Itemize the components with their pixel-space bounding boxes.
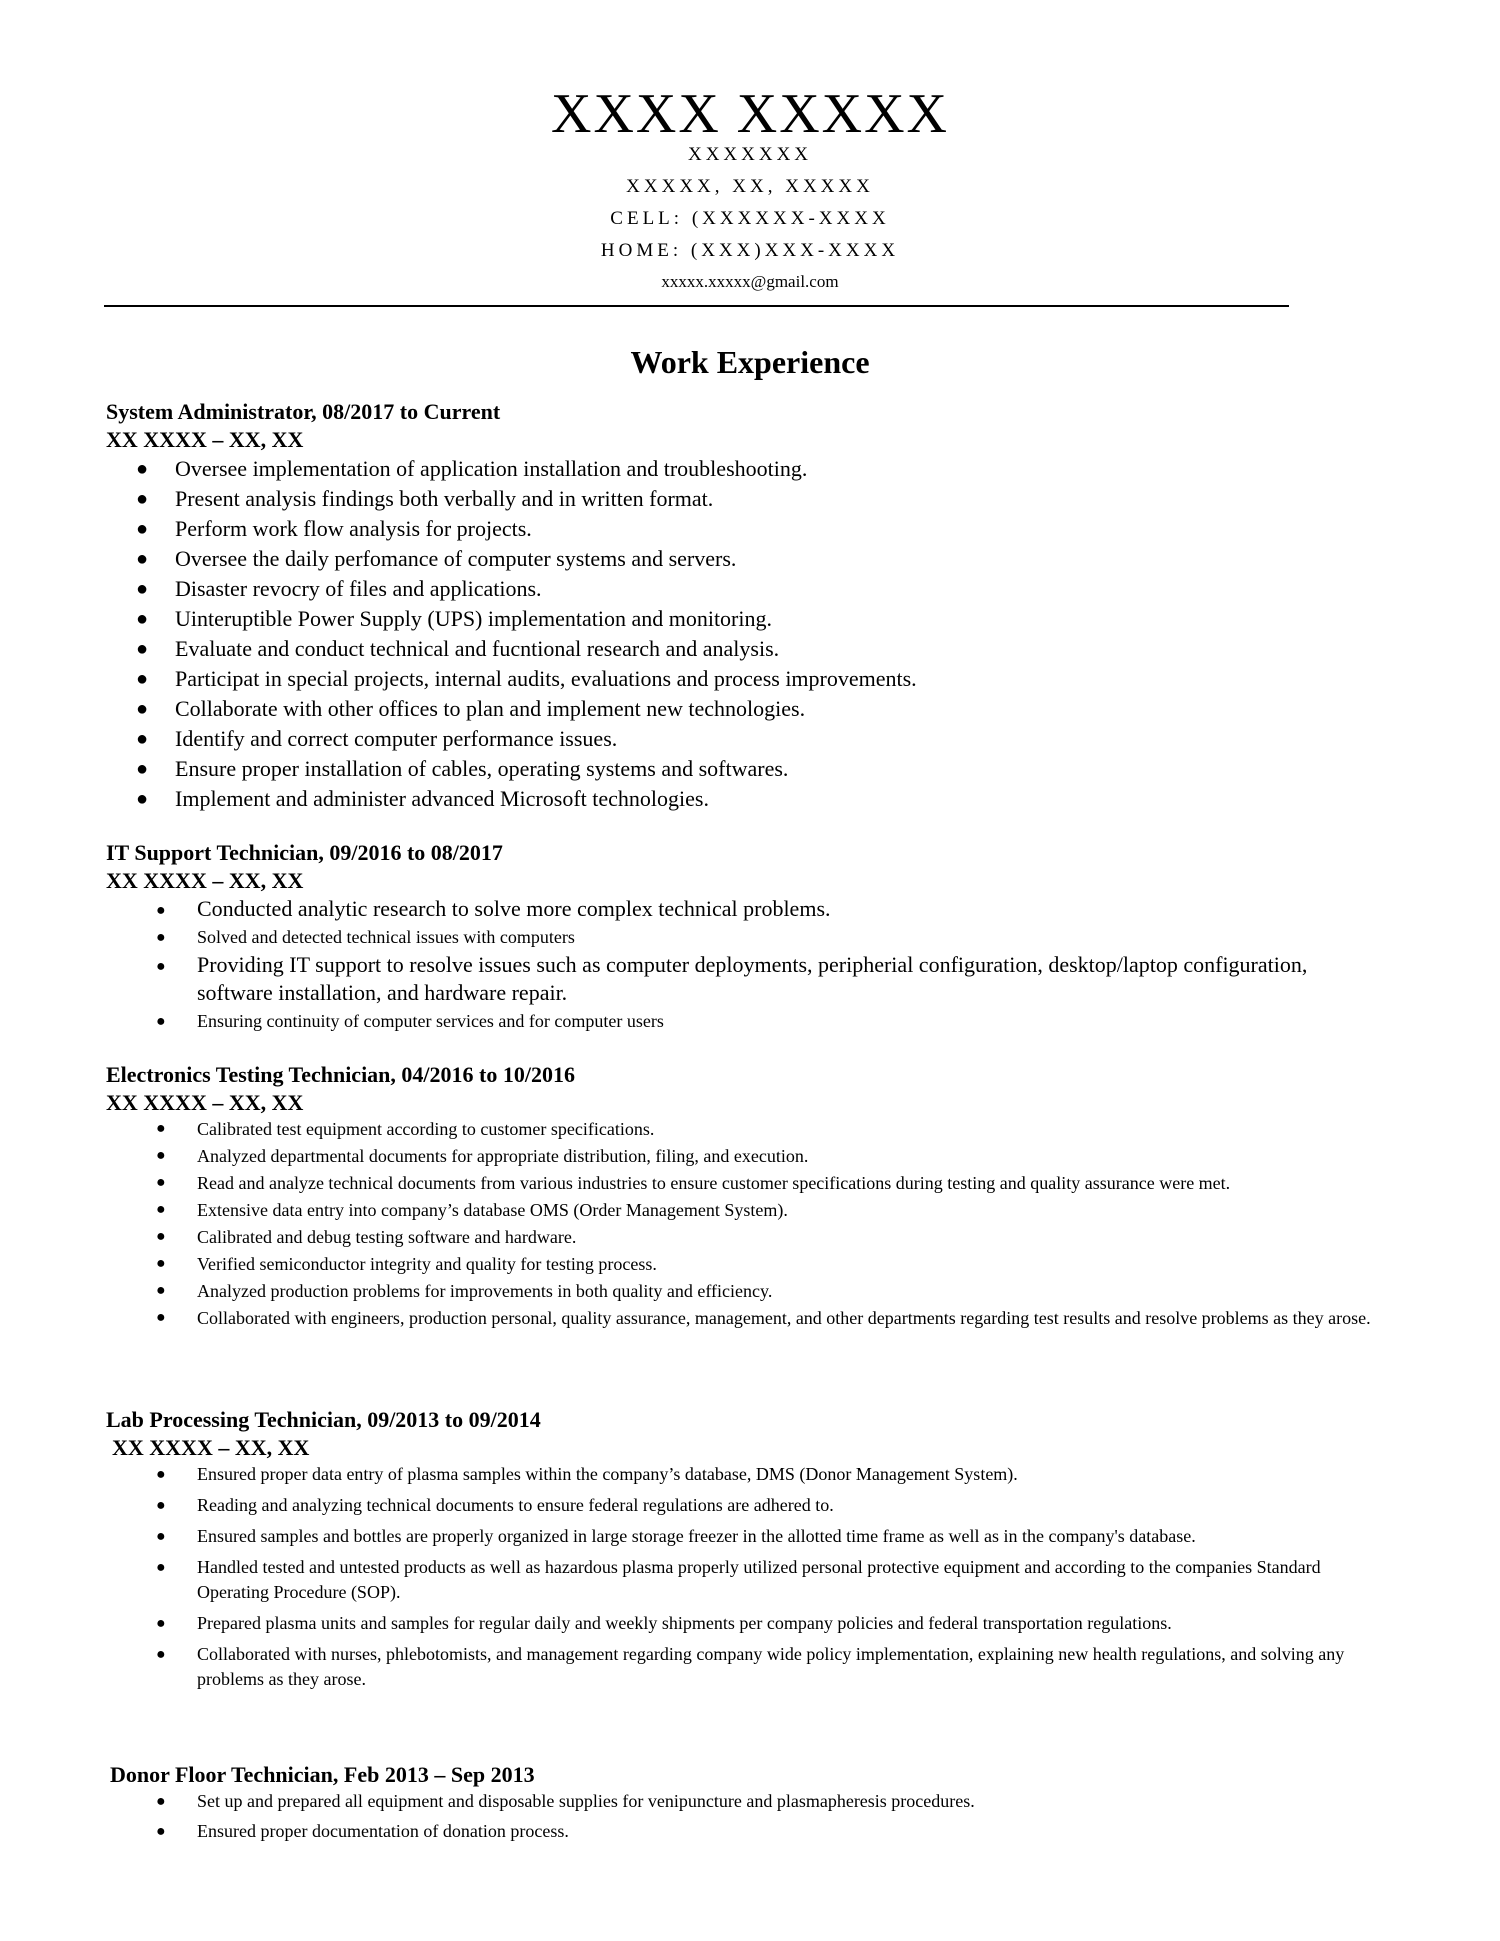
job-lab-processing-technician [106, 1406, 1376, 1698]
bullet-text: Participat in special projects, internal audits, evaluations and process improvements. [175, 666, 917, 691]
list-item [106, 1306, 1376, 1330]
bullet-icon: ● [156, 1120, 166, 1137]
list-item [106, 1252, 1376, 1276]
bullet-text: Verified semiconductor integrity and quality for testing process. [197, 1254, 657, 1274]
bullet-text: Implement and administer advanced Microsoft technologies. [175, 786, 709, 811]
bullet-text: Ensuring continuity of computer services and for computer users [197, 1011, 664, 1031]
job-title: System Administrator, 08/2017 to Current [106, 399, 501, 424]
list-item [106, 484, 1376, 514]
job-electronics-testing-technician [106, 1061, 1376, 1333]
bullet-icon: ● [156, 1559, 166, 1576]
bullet-text: Analyzed production problems for improvements in both quality and efficiency. [197, 1281, 773, 1301]
bullet-text: Set up and prepared all equipment and disposable supplies for venipuncture and plasmapheresis procedures. [197, 1791, 975, 1811]
list-item [106, 1493, 1376, 1518]
bullet-text: Ensure proper installation of cables, operating systems and softwares. [175, 756, 789, 781]
job-title: Donor Floor Technician, Feb 2013 – Sep 2013 [110, 1762, 535, 1787]
bullet-icon: ● [136, 788, 149, 810]
list-item [106, 574, 1376, 604]
bullet-text: Oversee implementation of application installation and troubleshooting. [175, 456, 808, 481]
bullet-text: Ensured samples and bottles are properly organized in large storage freezer in the allotted time frame as well as in the company's database. [197, 1526, 1196, 1546]
bullet-icon: ● [156, 902, 166, 919]
bullet-text: Oversee the daily perfomance of computer systems and servers. [175, 546, 737, 571]
list-item [106, 1008, 1376, 1034]
job-bullets [106, 1117, 1376, 1330]
bullet-text: Solved and detected technical issues with computers [197, 927, 575, 947]
bullet-text: Reading and analyzing technical documents to ensure federal regulations are adhered to. [197, 1495, 834, 1515]
bullet-icon: ● [136, 548, 149, 570]
list-item [106, 544, 1376, 574]
job-title: Electronics Testing Technician, 04/2016 to 10/2016 [106, 1062, 575, 1087]
bullet-text: Collaborate with other offices to plan and implement new technologies. [175, 696, 806, 721]
job-title: Lab Processing Technician, 09/2013 to 09/2014 [106, 1407, 541, 1432]
bullet-text: Providing IT support to resolve issues such as computer deployments, peripherial configuration, desktop/laptop configuration, software installation, and hardware repair. [197, 952, 1308, 1005]
job-donor-floor-technician [106, 1761, 1376, 1849]
bullet-text: Read and analyze technical documents from various industries to ensure customer specifications during testing and quality assurance were met. [197, 1173, 1231, 1193]
bullet-text: Handled tested and untested products as well as hazardous plasma properly utilized personal protective equipment and according to the companies Standard Operating Procedure (SOP). [197, 1557, 1321, 1602]
list-item [106, 1611, 1376, 1636]
list-item [106, 694, 1376, 724]
bullet-icon: ● [156, 1228, 166, 1245]
job-it-support-technician [106, 839, 1376, 1035]
list-item [106, 1462, 1376, 1487]
cell-phone: CELL: (XXXXXX-XXXX [610, 208, 890, 229]
job-bullets [106, 454, 1376, 814]
job-bullets [106, 1462, 1376, 1692]
bullet-icon: ● [156, 1528, 166, 1545]
bullet-icon: ● [136, 638, 149, 660]
job-bullets [106, 895, 1376, 1034]
bullet-icon: ● [136, 728, 149, 750]
bullet-text: Uinteruptible Power Supply (UPS) implementation and monitoring. [175, 606, 772, 631]
bullet-text: Ensured proper data entry of plasma samples within the company’s database, DMS (Donor Management System). [197, 1464, 1018, 1484]
address-line-1: XXXXXXX [687, 144, 813, 165]
list-item [106, 1524, 1376, 1549]
job-title: IT Support Technician, 09/2016 to 08/2017 [106, 840, 503, 865]
list-item [106, 951, 1376, 1007]
bullet-icon: ● [156, 1282, 166, 1299]
list-item [106, 664, 1376, 694]
bullet-icon: ● [136, 758, 149, 780]
list-item [106, 724, 1376, 754]
job-bullets [106, 1789, 1376, 1844]
bullet-icon: ● [156, 1013, 166, 1030]
bullet-text: Conducted analytic research to solve more complex technical problems. [197, 896, 831, 921]
email-address: xxxxx.xxxxx@gmail.com [661, 272, 839, 291]
header-divider [104, 305, 1289, 307]
bullet-icon: ● [136, 698, 149, 720]
home-phone: HOME: (XXX)XXX-XXXX [600, 240, 900, 261]
bullet-text: Disaster revocry of files and applications. [175, 576, 542, 601]
bullet-icon: ● [156, 1615, 166, 1632]
bullet-icon: ● [136, 668, 149, 690]
list-item [106, 1642, 1376, 1692]
list-item [106, 895, 1376, 923]
list-item [106, 1171, 1376, 1195]
list-item [106, 454, 1376, 484]
list-item [106, 1117, 1376, 1141]
list-item [106, 1198, 1376, 1222]
list-item [106, 604, 1376, 634]
job-location: XX XXXX – XX, XX [112, 1435, 310, 1460]
bullet-icon: ● [156, 1174, 166, 1191]
bullet-icon: ● [156, 1309, 166, 1326]
bullet-icon: ● [156, 1823, 166, 1840]
bullet-text: Evaluate and conduct technical and fucntional research and analysis. [175, 636, 780, 661]
bullet-icon: ● [156, 958, 166, 975]
bullet-text: Perform work flow analysis for projects. [175, 516, 532, 541]
list-item [106, 1819, 1376, 1844]
bullet-text: Collaborated with nurses, phlebotomists, and management regarding company wide policy implementation, explaining new health regulations, and solving any problems as they arose. [197, 1644, 1345, 1689]
bullet-icon: ● [136, 578, 149, 600]
bullet-text: Calibrated test equipment according to customer specifications. [197, 1119, 655, 1139]
job-system-administrator [106, 398, 1376, 814]
list-item [106, 634, 1376, 664]
bullet-icon: ● [136, 608, 149, 630]
bullet-icon: ● [156, 929, 166, 946]
bullet-icon: ● [156, 1255, 166, 1272]
bullet-text: Present analysis findings both verbally and in written format. [175, 486, 714, 511]
list-item [106, 1555, 1376, 1605]
list-item [106, 754, 1376, 784]
job-location: XX XXXX – XX, XX [106, 1090, 304, 1115]
list-item [106, 514, 1376, 544]
bullet-icon: ● [156, 1466, 166, 1483]
section-title: Work Experience [630, 344, 870, 380]
list-item [106, 924, 1376, 950]
bullet-icon: ● [156, 1201, 166, 1218]
job-location: XX XXXX – XX, XX [106, 868, 304, 893]
bullet-icon: ● [156, 1793, 166, 1810]
bullet-text: Calibrated and debug testing software and hardware. [197, 1227, 577, 1247]
list-item [106, 1144, 1376, 1168]
bullet-text: Analyzed departmental documents for appropriate distribution, filing, and execution. [197, 1146, 809, 1166]
bullet-text: Extensive data entry into company’s database OMS (Order Management System). [197, 1200, 788, 1220]
bullet-icon: ● [136, 518, 149, 540]
list-item [106, 784, 1376, 814]
resume-name: XXXX XXXXX [551, 83, 949, 145]
bullet-icon: ● [156, 1497, 166, 1514]
bullet-icon: ● [156, 1646, 166, 1663]
bullet-icon: ● [136, 488, 149, 510]
bullet-text: Collaborated with engineers, production personal, quality assurance, management, and other departments regarding test results and resolve problems as they arose. [197, 1308, 1371, 1328]
bullet-icon: ● [156, 1147, 166, 1164]
bullet-text: Identify and correct computer performance issues. [175, 726, 618, 751]
list-item [106, 1279, 1376, 1303]
list-item [106, 1225, 1376, 1249]
bullet-icon: ● [136, 458, 149, 480]
bullet-text: Ensured proper documentation of donation process. [197, 1821, 569, 1841]
address-line-2: XXXXX, XX, XXXXX [626, 176, 874, 197]
job-location: XX XXXX – XX, XX [106, 427, 304, 452]
list-item [106, 1789, 1376, 1814]
bullet-text: Prepared plasma units and samples for regular daily and weekly shipments per company policies and federal transportation regulations. [197, 1613, 1172, 1633]
